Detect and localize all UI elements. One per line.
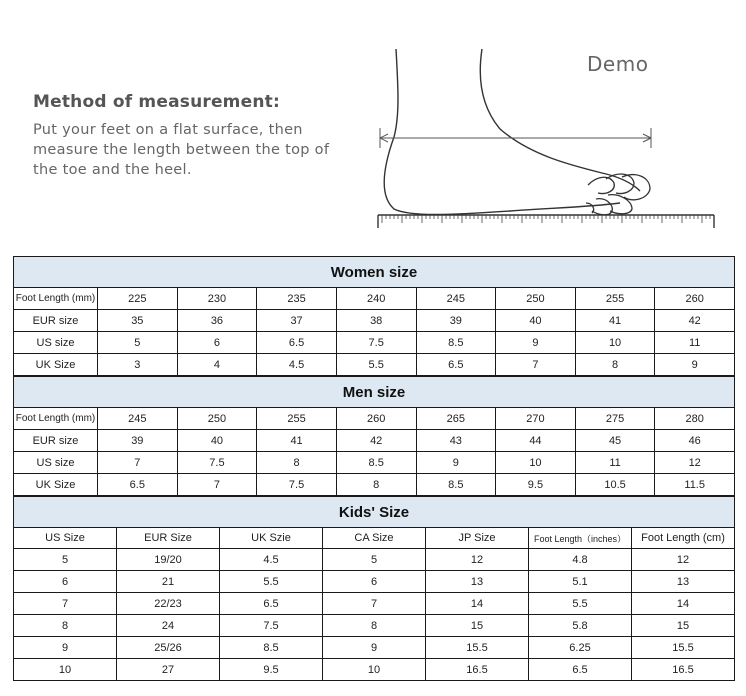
- table-row: [14, 615, 735, 637]
- table-row: [14, 474, 735, 496]
- table-cell: 8.5: [336, 452, 416, 474]
- table-cell: 27: [117, 659, 220, 681]
- table-cell: 9.5: [496, 474, 576, 496]
- table-cell: 260: [336, 408, 416, 430]
- table-row: [14, 430, 735, 452]
- table-cell: 39: [416, 310, 496, 332]
- table-cell: 265: [416, 408, 496, 430]
- measurement-line: the toe and the heel.: [33, 162, 192, 178]
- column-header: CA Size: [323, 528, 426, 549]
- table-cell: 5.5: [220, 571, 323, 593]
- table-cell: 42: [336, 430, 416, 452]
- table-cell: 260: [655, 288, 735, 310]
- table-cell: 8: [323, 615, 426, 637]
- table-cell: 39: [98, 430, 178, 452]
- table-cell: 250: [177, 408, 257, 430]
- table-cell: 9.5: [220, 659, 323, 681]
- table-cell: 6.5: [257, 332, 337, 354]
- table-cell: 15: [426, 615, 529, 637]
- table-cell: 10: [14, 659, 117, 681]
- table-cell: 5.8: [529, 615, 632, 637]
- table-cell: 8: [336, 474, 416, 496]
- table-cell: 10: [323, 659, 426, 681]
- row-label: EUR size: [14, 310, 98, 332]
- table-cell: 6.5: [220, 593, 323, 615]
- table-cell: 4.5: [220, 549, 323, 571]
- table-cell: 9: [323, 637, 426, 659]
- table-cell: 6.25: [529, 637, 632, 659]
- women-size-table: [13, 256, 735, 376]
- table-row: [14, 571, 735, 593]
- table-cell: 7: [323, 593, 426, 615]
- table-cell: 40: [496, 310, 576, 332]
- table-row: [14, 332, 735, 354]
- table-row: [14, 549, 735, 571]
- column-header: Foot Length（inches）: [529, 528, 632, 549]
- table-cell: 245: [416, 288, 496, 310]
- table-cell: 14: [426, 593, 529, 615]
- table-cell: 35: [98, 310, 178, 332]
- table-cell: 270: [496, 408, 576, 430]
- row-label: EUR size: [14, 430, 98, 452]
- table-row: [14, 637, 735, 659]
- table-cell: 36: [177, 310, 257, 332]
- table-cell: 40: [177, 430, 257, 452]
- table-cell: 41: [257, 430, 337, 452]
- table-row: [14, 659, 735, 681]
- table-cell: 8.5: [416, 474, 496, 496]
- table-cell: 24: [117, 615, 220, 637]
- table-cell: 7.5: [177, 452, 257, 474]
- table-cell: 16.5: [426, 659, 529, 681]
- table-cell: 21: [117, 571, 220, 593]
- table-cell: 7.5: [220, 615, 323, 637]
- table-cell: 15: [632, 615, 735, 637]
- table-cell: 11: [575, 452, 655, 474]
- column-header: Foot Length (cm): [632, 528, 735, 549]
- table-cell: 38: [336, 310, 416, 332]
- table-cell: 8: [14, 615, 117, 637]
- table-cell: 25/26: [117, 637, 220, 659]
- measurement-instructions: [33, 92, 363, 180]
- row-label: UK Size: [14, 354, 98, 376]
- table-cell: 7.5: [336, 332, 416, 354]
- table-cell: 5.1: [529, 571, 632, 593]
- table-cell: 275: [575, 408, 655, 430]
- measurement-line: measure the length between the top of: [33, 142, 330, 158]
- table-cell: 255: [575, 288, 655, 310]
- table-cell: 10: [496, 452, 576, 474]
- demo-label: Demo: [587, 52, 649, 76]
- table-cell: 8: [575, 354, 655, 376]
- table-cell: 9: [496, 332, 576, 354]
- table-cell: 6.5: [98, 474, 178, 496]
- table-row: [14, 408, 735, 430]
- table-cell: 5: [98, 332, 178, 354]
- table-row: [14, 310, 735, 332]
- measurement-text: [33, 120, 363, 180]
- table-cell: 4.5: [257, 354, 337, 376]
- column-header: JP Size: [426, 528, 529, 549]
- table-cell: 14: [632, 593, 735, 615]
- table-cell: 13: [632, 571, 735, 593]
- table-cell: 11.5: [655, 474, 735, 496]
- table-cell: 4: [177, 354, 257, 376]
- table-cell: 255: [257, 408, 337, 430]
- column-header: UK Szie: [220, 528, 323, 549]
- row-label: US size: [14, 452, 98, 474]
- table-cell: 9: [655, 354, 735, 376]
- table-cell: 15.5: [426, 637, 529, 659]
- table-cell: 12: [426, 549, 529, 571]
- table-cell: 43: [416, 430, 496, 452]
- table-cell: 10.5: [575, 474, 655, 496]
- table-cell: 245: [98, 408, 178, 430]
- table-cell: 44: [496, 430, 576, 452]
- table-cell: 280: [655, 408, 735, 430]
- table-cell: 5: [323, 549, 426, 571]
- table-cell: 230: [177, 288, 257, 310]
- men-size-table: [13, 376, 735, 496]
- measurement-heading: Method of measurement:: [33, 92, 280, 112]
- table-cell: 5.5: [336, 354, 416, 376]
- table-cell: 5.5: [529, 593, 632, 615]
- table-cell: 235: [257, 288, 337, 310]
- table-row: [14, 354, 735, 376]
- table-cell: 37: [257, 310, 337, 332]
- foot-measurement-illustration: [370, 45, 720, 235]
- table-cell: 9: [14, 637, 117, 659]
- table-cell: 42: [655, 310, 735, 332]
- table-cell: 7: [177, 474, 257, 496]
- table-row: [14, 288, 735, 310]
- table-cell: 8.5: [416, 332, 496, 354]
- table-cell: 7: [14, 593, 117, 615]
- table-cell: 6: [323, 571, 426, 593]
- women-size-title: Women size: [14, 257, 735, 288]
- table-cell: 8: [257, 452, 337, 474]
- row-label: Foot Length (mm): [14, 408, 98, 430]
- table-cell: 240: [336, 288, 416, 310]
- table-cell: 12: [632, 549, 735, 571]
- table-cell: 6: [14, 571, 117, 593]
- row-label: US size: [14, 332, 98, 354]
- table-cell: 6.5: [529, 659, 632, 681]
- kids-size-title: Kids' Size: [14, 497, 735, 528]
- row-label: Foot Length (mm): [14, 288, 98, 310]
- table-cell: 5: [14, 549, 117, 571]
- table-cell: 7: [496, 354, 576, 376]
- table-cell: 10: [575, 332, 655, 354]
- table-cell: 13: [426, 571, 529, 593]
- table-cell: 4.8: [529, 549, 632, 571]
- table-row: [14, 452, 735, 474]
- table-cell: 6.5: [416, 354, 496, 376]
- table-cell: 7.5: [257, 474, 337, 496]
- column-header: US Size: [14, 528, 117, 549]
- table-cell: 225: [98, 288, 178, 310]
- kids-size-table: [13, 496, 735, 681]
- table-cell: 46: [655, 430, 735, 452]
- table-row: [14, 593, 735, 615]
- row-label: UK Size: [14, 474, 98, 496]
- table-cell: 41: [575, 310, 655, 332]
- table-cell: 15.5: [632, 637, 735, 659]
- table-cell: 7: [98, 452, 178, 474]
- table-cell: 12: [655, 452, 735, 474]
- table-cell: 250: [496, 288, 576, 310]
- kids-header-row: [14, 528, 735, 549]
- table-cell: 3: [98, 354, 178, 376]
- table-cell: 9: [416, 452, 496, 474]
- measurement-line: Put your feet on a flat surface, then: [33, 122, 303, 138]
- table-cell: 45: [575, 430, 655, 452]
- table-cell: 11: [655, 332, 735, 354]
- table-cell: 22/23: [117, 593, 220, 615]
- table-cell: 6: [177, 332, 257, 354]
- table-cell: 8.5: [220, 637, 323, 659]
- table-cell: 16.5: [632, 659, 735, 681]
- column-header: EUR Size: [117, 528, 220, 549]
- men-size-title: Men size: [14, 377, 735, 408]
- table-cell: 19/20: [117, 549, 220, 571]
